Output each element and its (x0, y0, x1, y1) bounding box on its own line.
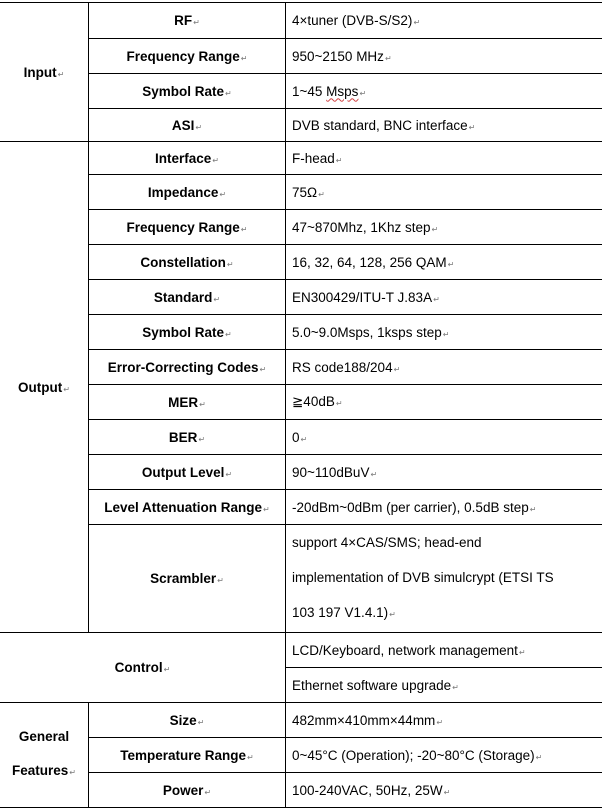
table-row (0, 385, 602, 420)
param-cell: Constellation↵ (89, 245, 286, 280)
param-cell: Interface↵ (89, 142, 286, 175)
group-label: Control (114, 660, 163, 675)
value-cell: -20dBm~0dBm (per carrier), 0.5dB step↵ (286, 490, 602, 525)
param-cell: Symbol Rate↵ (89, 74, 286, 109)
param-cell: ASI↵ (89, 109, 286, 142)
table-row (0, 738, 602, 773)
table-row (0, 142, 602, 175)
value-cell: F-head↵ (286, 142, 602, 175)
table-row (0, 3, 602, 39)
table-row (0, 210, 602, 245)
table-row (0, 633, 602, 668)
value-cell: EN300429/ITU-T J.83A↵ (286, 280, 602, 315)
param-cell: Error-Correcting Codes↵ (89, 350, 286, 385)
value-cell: DVB standard, BNC interface↵ (286, 109, 602, 142)
param-cell: Frequency Range↵ (89, 39, 286, 74)
table-row (0, 773, 602, 808)
table-row (0, 175, 602, 210)
value-cell: 482mm×410mm×44mm↵ (286, 703, 602, 738)
value-cell: Ethernet software upgrade↵ (286, 668, 602, 703)
table-row (0, 525, 602, 633)
value-cell: 90~110dBuV↵ (286, 455, 602, 490)
table-row (0, 74, 602, 109)
group-label: Input (23, 64, 57, 80)
table-row (0, 490, 602, 525)
group-general-features: General Features↵ (0, 703, 89, 808)
param-cell: Scrambler↵ (89, 525, 286, 633)
param-cell: Power↵ (89, 773, 286, 808)
spellcheck-word: Msps (326, 83, 359, 99)
value-cell: 0~45°C (Operation); -20~80°C (Storage)↵ (286, 738, 602, 773)
value-cell: 75Ω↵ (286, 175, 602, 210)
group-output: Output↵ (0, 142, 89, 633)
table-row (0, 315, 602, 350)
table-row (0, 109, 602, 142)
table-row (0, 455, 602, 490)
group-label: Output (18, 379, 63, 395)
param-cell: Level Attenuation Range↵ (89, 490, 286, 525)
value-cell: LCD/Keyboard, network management↵ (286, 633, 602, 668)
table-row (0, 245, 602, 280)
value-cell: 47~870Mhz, 1Khz step↵ (286, 210, 602, 245)
param-cell: BER↵ (89, 420, 286, 455)
param-cell: MER↵ (89, 385, 286, 420)
table-row (0, 420, 602, 455)
spec-table (0, 2, 602, 808)
table-row (0, 39, 602, 74)
param-cell: Symbol Rate↵ (89, 315, 286, 350)
table-row (0, 350, 602, 385)
param-cell: RF↵ (89, 3, 286, 39)
value-cell: 100-240VAC, 50Hz, 25W↵ (286, 773, 602, 808)
param-cell: Standard↵ (89, 280, 286, 315)
param-cell: Temperature Range↵ (89, 738, 286, 773)
param-cell: Frequency Range↵ (89, 210, 286, 245)
value-cell: 5.0~9.0Msps, 1ksps step↵ (286, 315, 602, 350)
param-cell: Size↵ (89, 703, 286, 738)
table-row (0, 703, 602, 738)
value-cell: ≧40dB↵ (286, 385, 602, 420)
value-cell: 4×tuner (DVB-S/S2)↵ (286, 3, 602, 39)
group-control: Control↵ (0, 633, 286, 703)
param-cell: Impedance↵ (89, 175, 286, 210)
value-cell: RS code188/204↵ (286, 350, 602, 385)
value-cell: support 4×CAS/SMS; head-end implementation of DVB simulcrypt (ETSI TS 103 197 V1.4.1)↵ (286, 525, 602, 633)
value-cell: 16, 32, 64, 128, 256 QAM↵ (286, 245, 602, 280)
value-cell: 0↵ (286, 420, 602, 455)
table-row (0, 280, 602, 315)
group-input: Input↵ (0, 3, 89, 142)
value-cell: 1~45 Msps↵ (286, 74, 602, 109)
value-cell: 950~2150 MHz↵ (286, 39, 602, 74)
param-cell: Output Level↵ (89, 455, 286, 490)
